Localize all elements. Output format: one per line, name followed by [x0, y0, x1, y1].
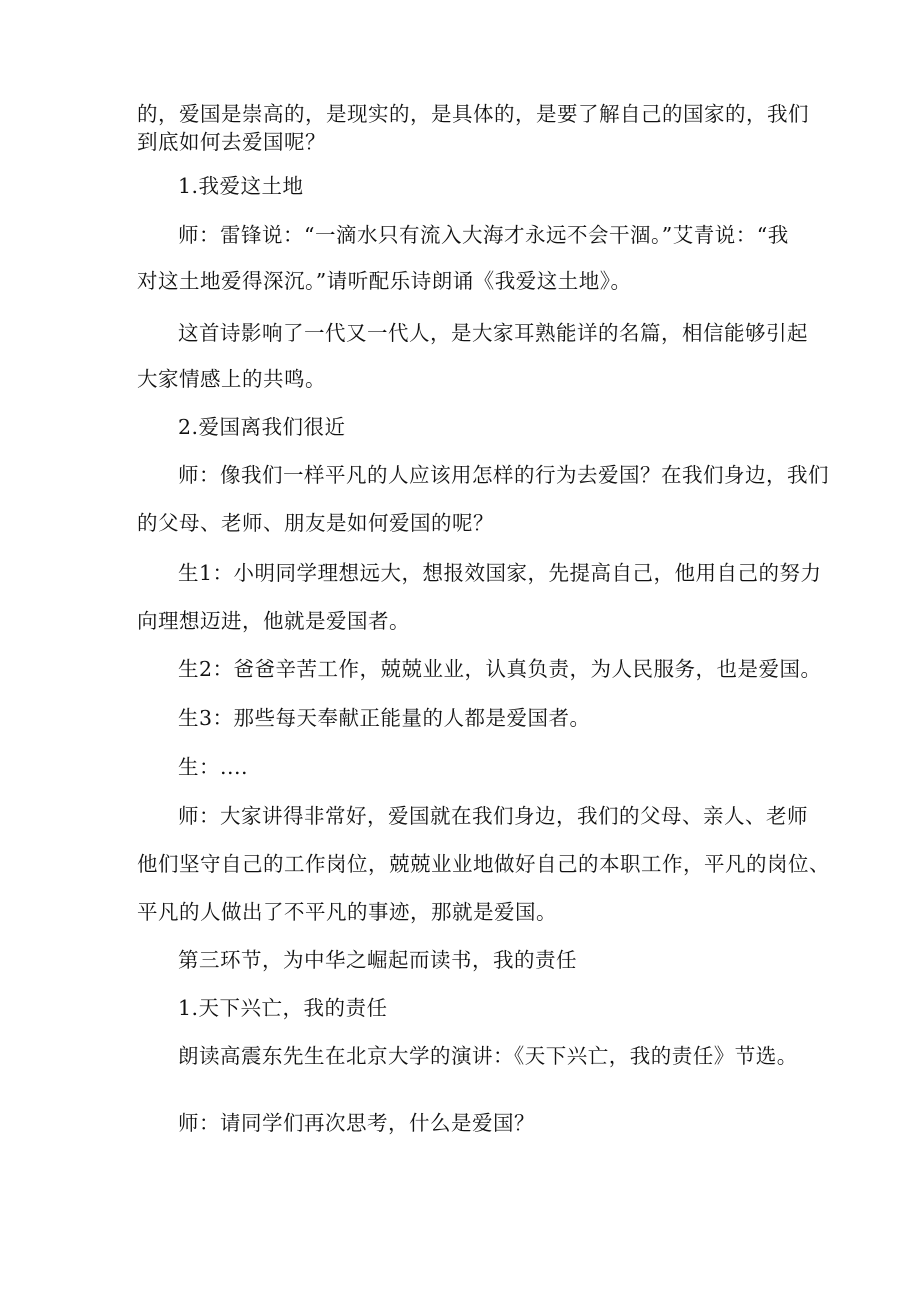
text-line: 平凡的人做出了不平凡的事迹，那就是爱国。 — [137, 900, 557, 924]
text-line: 大家情感上的共鸣。 — [137, 367, 326, 391]
text-line: 生：.... — [178, 755, 249, 779]
text-line: 的，爱国是崇高的，是现实的，是具体的，是要了解自己的国家的，我们 — [137, 102, 809, 126]
list-item-heading: 1.我爱这土地 — [178, 174, 304, 198]
text-line: 的父母、老师、朋友是如何爱国的呢？ — [137, 511, 494, 535]
text-line: 师：请同学们再次思考，什么是爱国？ — [178, 1111, 535, 1135]
text-line: 师：像我们一样平凡的人应该用怎样的行为去爱国？在我们身边，我们 — [178, 463, 829, 487]
text-line: 生2：爸爸辛苦工作，兢兢业业，认真负责，为人民服务，也是爱国。 — [178, 657, 822, 681]
text-line: 这首诗影响了一代又一代人，是大家耳熟能详的名篇，相信能够引起 — [178, 321, 808, 345]
text-line: 师：雷锋说：“一滴水只有流入大海才永远不会干涸。”艾青说：“我 — [178, 223, 789, 247]
section-heading: 第三环节，为中华之崛起而读书，我的责任 — [178, 948, 577, 972]
text-line: 朗读高震东先生在北京大学的演讲：《天下兴亡，我的责任》节选。 — [178, 1044, 798, 1068]
text-line: 对这土地爱得深沉。”请听配乐诗朗诵《我爱这土地》。 — [137, 269, 632, 293]
list-item-heading: 1.天下兴亡，我的责任 — [178, 996, 388, 1020]
text-line: 他们坚守自己的工作岗位，兢兢业业地做好自己的本职工作，平凡的岗位、 — [137, 852, 830, 876]
text-line: 生1：小明同学理想远大，想报效国家，先提高自己，他用自己的努力 — [178, 561, 822, 585]
text-line: 师：大家讲得非常好，爱国就在我们身边，我们的父母、亲人、老师 — [178, 804, 808, 828]
text-line: 到底如何去爱国呢？ — [137, 130, 326, 154]
text-line: 生3：那些每天奉献正能量的人都是爱国者。 — [178, 706, 591, 730]
list-item-heading: 2.爱国离我们很近 — [178, 415, 346, 439]
text-line: 向理想迈进，他就是爱国者。 — [137, 609, 410, 633]
